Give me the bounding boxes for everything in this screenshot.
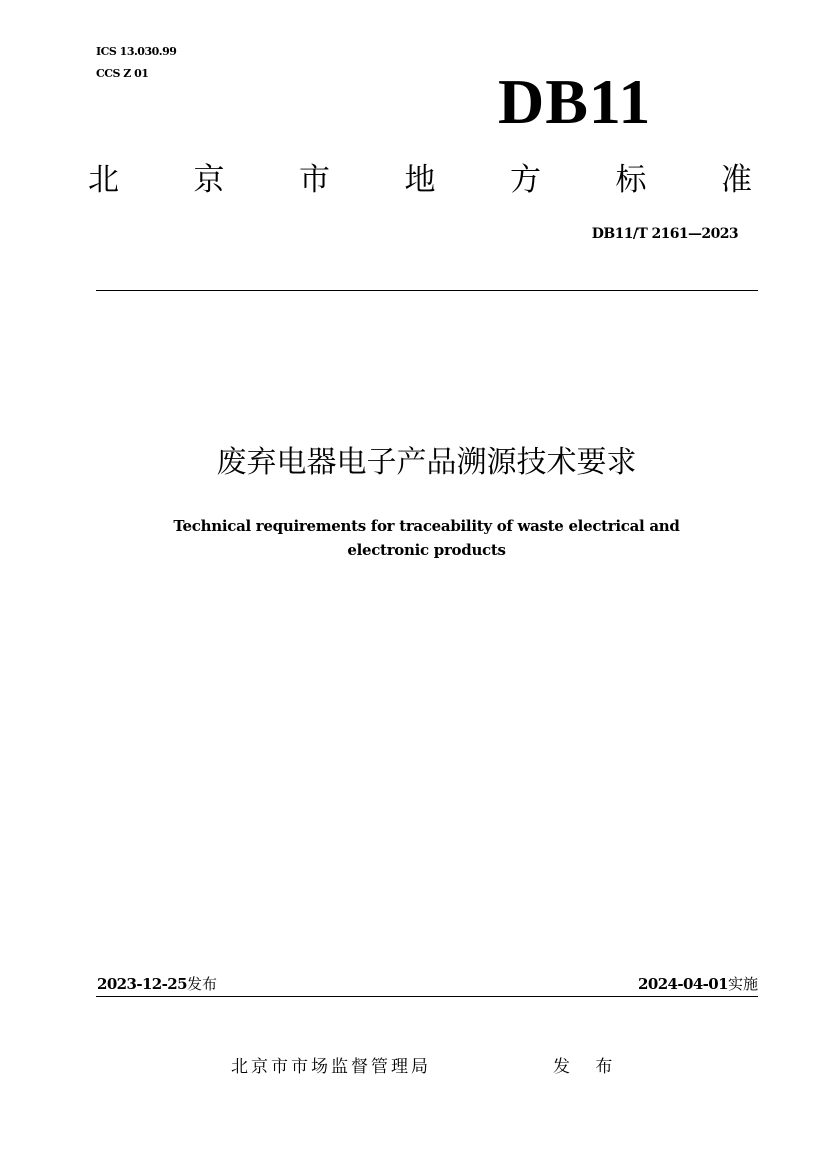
standard-type-heading	[88, 158, 752, 202]
document-title-english	[110, 514, 743, 562]
standard-type-char: 地	[404, 162, 436, 198]
standard-type-char: 准	[721, 162, 752, 198]
implement-date-block	[638, 973, 758, 995]
standard-type-char: 市	[299, 162, 330, 198]
document-title-chinese: 废弃电器电子产品溯源技术要求	[216, 445, 637, 480]
issue-date-block	[97, 973, 217, 995]
issue-label: 发布	[186, 975, 217, 993]
db11-logo: DB11	[498, 66, 652, 137]
implement-date: 2024-04-01	[638, 975, 728, 993]
standard-type-char: 标	[615, 162, 647, 198]
standard-number: DB11/T 2161—2023	[591, 226, 738, 242]
publish-label: 发 布	[553, 1057, 623, 1077]
standard-type-char: 北	[88, 162, 119, 198]
issue-date: 2023-12-25	[97, 975, 187, 993]
implement-label: 实施	[727, 975, 758, 993]
publisher-name: 北京市市场监督管理局	[231, 1057, 431, 1077]
classification-codes	[96, 41, 176, 85]
english-title-line: Technical requirements for traceability of waste electrical and	[173, 517, 680, 535]
bottom-divider	[96, 996, 758, 997]
standard-type-char: 方	[510, 162, 541, 198]
ccs-code: CCS Z 01	[96, 67, 149, 80]
english-title-line: electronic products	[347, 541, 506, 559]
top-divider	[96, 290, 758, 291]
ics-code: ICS 13.030.99	[96, 45, 177, 58]
standard-type-char: 京	[193, 162, 225, 198]
